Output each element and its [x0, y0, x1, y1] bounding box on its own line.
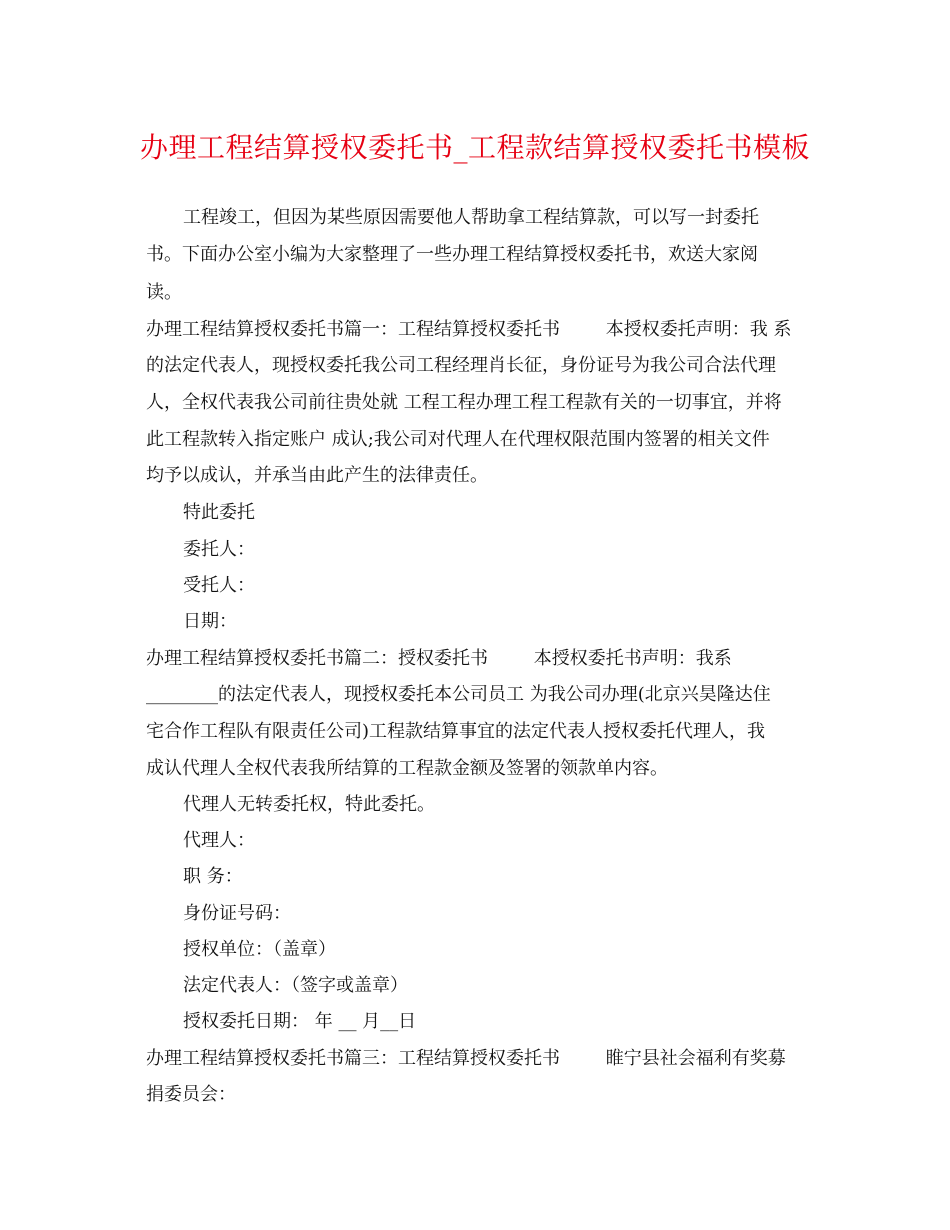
section-heading-line: 办理工程结算授权委托书篇一：工程结算授权委托书 本授权委托声明：我 系 — [146, 319, 792, 340]
signature-field: 日期： — [183, 611, 237, 632]
paragraph-line: 此工程款转入指定账户 成认;我公司对代理人在代理权限范围内签署的相关文件 — [146, 429, 770, 450]
paragraph-line: 工程竣工，但因为某些原因需要他人帮助拿工程结算款，可以写一封委托 — [183, 207, 759, 228]
paragraph-line: 成认代理人全权代表我所结算的工程款金额及签署的领款单内容。 — [146, 758, 668, 779]
paragraph-line: 宅合作工程队有限责任公司)工程款结算事宜的法定代表人授权委托代理人，我 — [146, 721, 766, 742]
section-heading-line: 办理工程结算授权委托书篇二：授权委托书 本授权委托书声明：我系 — [146, 648, 732, 669]
signature-field: 职 务： — [183, 866, 243, 887]
section-heading-line: 办理工程结算授权委托书篇三：工程结算授权委托书 睢宁县社会福利有奖募 — [146, 1048, 786, 1069]
signature-field: 法定代表人：（签字或盖章） — [183, 975, 408, 996]
signature-field: 委托人： — [183, 539, 255, 560]
paragraph-line: ________的法定代表人，现授权委托本公司员工 为我公司办理(北京兴昊隆达住 — [146, 684, 771, 705]
paragraph-line: 人，全权代表我公司前往贵处就 工程工程办理工程工程款有关的一切事宜，并将 — [146, 392, 782, 413]
paragraph-line: 读。 — [146, 282, 182, 303]
closing-line: 特此委托 — [183, 502, 255, 523]
signature-field: 授权单位：（盖章） — [183, 939, 336, 960]
signature-field: 身份证号码： — [183, 903, 291, 924]
date-field: 授权委托日期： 年 __ 月__日 — [183, 1011, 417, 1032]
paragraph-line: 捐委员会： — [146, 1084, 236, 1105]
signature-field: 代理人： — [183, 830, 255, 851]
paragraph-line: 的法定代表人，现授权委托我公司工程经理肖长征，身份证号为我公司合法代理 — [146, 355, 776, 376]
paragraph-line: 均予以成认，并承当由此产生的法律责任。 — [146, 465, 488, 486]
document-title: 办理工程结算授权委托书_工程款结算授权委托书模板 — [139, 131, 810, 164]
paragraph-line: 书。下面办公室小编为大家整理了一些办理工程结算授权委托书，欢送大家阅 — [146, 244, 758, 265]
signature-field: 受托人： — [183, 575, 255, 596]
closing-line: 代理人无转委托权，特此委托。 — [183, 794, 435, 815]
